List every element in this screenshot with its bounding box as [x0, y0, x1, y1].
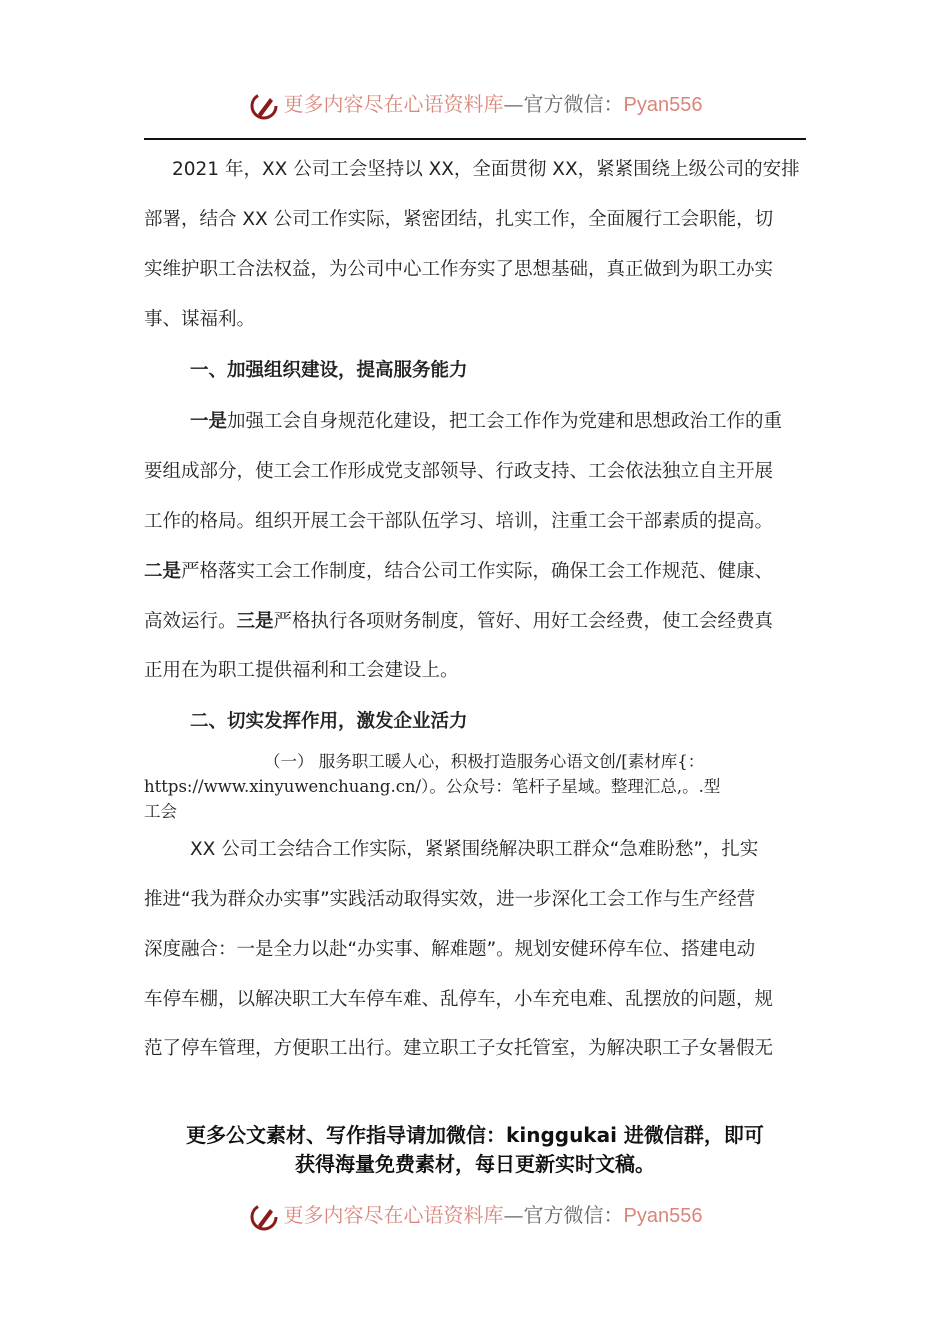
bold-text: 二是: [144, 561, 182, 582]
text-line: [144, 800, 824, 824]
text-run: 深度融合：一是全力以赴“办实事、解难题”。规划安健环停车位、搭建电动: [144, 939, 756, 960]
text-line: [144, 709, 870, 735]
text-line: [144, 358, 870, 384]
footer-promo-line-2: 获得海量免费素材，每日更新实时文稿。: [295, 1152, 655, 1176]
text-run: XX 公司工会结合工作实际，紧紧围绕解决职工群众“急难盼愁”，扎实: [190, 839, 759, 860]
text-line: [144, 1036, 824, 1062]
pen-logo-icon: [248, 90, 280, 122]
bold-text: 三是: [236, 611, 274, 632]
text-line: [144, 559, 824, 585]
header-divider: [144, 138, 806, 140]
text-line: [144, 307, 824, 333]
text-line: [144, 409, 870, 435]
text-run: 正用在为职工提供福利和工会建设上。: [144, 660, 459, 681]
bold-text: 二、切实发挥作用，激发企业活力: [190, 711, 468, 732]
text-line: [144, 937, 824, 963]
header-banner: [0, 89, 950, 119]
text-line: [144, 459, 824, 485]
text-line: [144, 750, 944, 774]
text-run: 严格落实工会工作制度，结合公司工作实际，确保工会工作规范、健康、: [181, 561, 774, 582]
banner-red-text: 更多内容尽在心语资料库: [283, 92, 504, 116]
text-line: [144, 257, 824, 283]
bold-text: 一、加强组织建设，提高服务能力: [190, 360, 468, 381]
text-run: 车停车棚，以解决职工大车停车难、乱停车，小车充电难、乱摆放的问题，规: [144, 989, 774, 1010]
text-run: 范了停车管理，方便职工出行。建立职工子女托管室，为解决职工子女暑假无: [144, 1038, 774, 1059]
text-run: 推进“我为群众办实事”实践活动取得实效，进一步深化工会工作与生产经营: [144, 889, 756, 910]
text-run: 工会: [144, 802, 177, 821]
text-line: [144, 887, 824, 913]
banner-red-text: 更多内容尽在心语资料库: [283, 1203, 504, 1227]
text-run: https://www.xinyuwenchuang.cn/）。公众号：笔杆子星域。整理汇总,。.型: [144, 777, 721, 796]
text-run: 加强工会自身规范化建设，把工会工作作为党建和思想政治工作的重: [227, 411, 783, 432]
footer-banner: [0, 1200, 950, 1230]
text-run: 要组成部分，使工会工作形成党支部领导、行政支持、工会依法独立自主开展: [144, 461, 774, 482]
footer-promo-line-1: 更多公文素材、写作指导请加微信：kinggukai 进微信群，即可: [186, 1123, 764, 1147]
text-line: [144, 207, 824, 233]
text-run: 事、谋福利。: [144, 309, 256, 330]
text-line: [144, 609, 824, 635]
text-line: [144, 775, 824, 799]
bold-text: 一是: [190, 411, 228, 432]
banner-wechat-id: Pyan556: [623, 94, 703, 116]
text-run: 实维护职工合法权益，为公司中心工作夯实了思想基础，真正做到为职工办实: [144, 259, 774, 280]
text-line: [144, 837, 870, 863]
text-run: 工作的格局。组织开展工会干部队伍学习、培训，注重工会干部素质的提高。: [144, 511, 774, 532]
text-run: 部署，结合 XX 公司工作实际，紧密团结，扎实工作，全面履行工会职能，切: [144, 209, 774, 230]
text-run: 严格执行各项财务制度，管好、用好工会经费，使工会经费真: [273, 611, 774, 632]
text-line: [144, 658, 824, 684]
banner-gray-text: —官方微信：: [503, 1203, 624, 1227]
text-run: 高效运行。: [144, 611, 237, 632]
pen-logo-icon: [248, 1201, 280, 1233]
text-line: [144, 509, 824, 535]
text-run: （一） 服务职工暖人心，积极打造服务心语文创/[素材库{：: [264, 752, 705, 771]
banner-wechat-id: Pyan556: [623, 1205, 703, 1227]
banner-gray-text: —官方微信：: [503, 92, 624, 116]
text-run: 2021 年，XX 公司工会坚持以 XX，全面贯彻 XX，紧紧围绕上级公司的安排: [172, 159, 800, 180]
text-line: [144, 157, 852, 183]
text-line: [144, 987, 824, 1013]
